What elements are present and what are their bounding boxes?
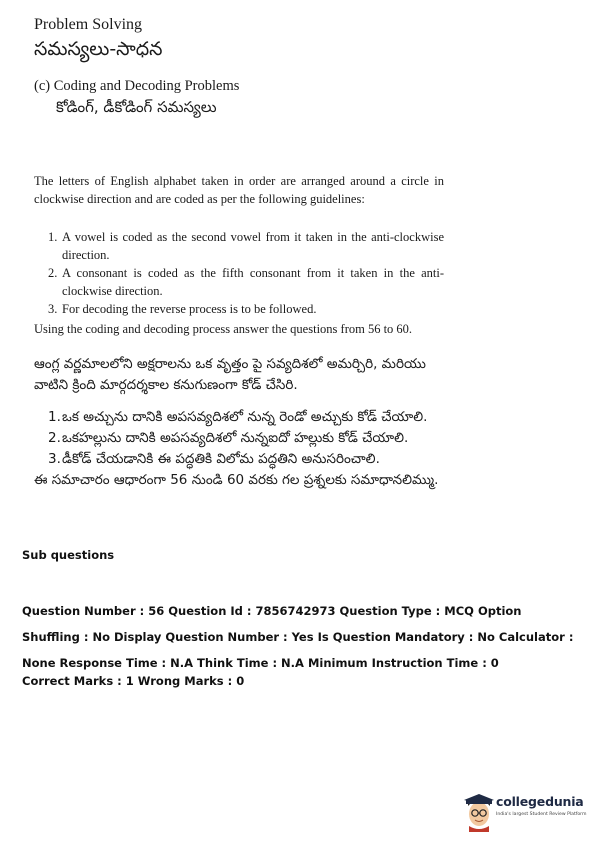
english-rules-list — [34, 228, 444, 318]
question-meta: Question Number : 56 Question Id : 7856742973 Question Type : MCQ Option Shuffling : No Display Question Number : Yes Is Question Mandatory : No Calculator : None Response Time : N.A Think Time : N.A Minimum Instruction Time : 0 — [22, 604, 574, 670]
question-marks: Correct Marks : 1 Wrong Marks : 0 — [22, 674, 245, 688]
section-title-telugu: కోడింగ్, డీకోడింగ్ సమస్యలు — [56, 98, 217, 116]
list-item: 3. డీకోడ్ చేయడానికి ఈ పద్ధతికి విలోమ పద్ధతిని అనుసరించాలి. — [48, 451, 380, 467]
mascot-icon — [464, 794, 494, 832]
english-intro: The letters of English alphabet taken in order are arranged around a circle in clockwise direction and are coded as per the following guidelines: — [34, 174, 444, 206]
sub-questions-heading: Sub questions — [22, 548, 115, 562]
list-item: 1. ఒక అచ్చును దానికి అపసవ్యదిశలో నున్న రెండో అచ్చుకు కోడ్ చేయాలి. — [48, 409, 428, 425]
page-title: Problem Solving — [34, 16, 143, 33]
section-title: (c) Coding and Decoding Problems — [34, 78, 240, 94]
brand-tagline: India's largest Student Review Platform — [496, 812, 587, 817]
telugu-intro: ఆంగ్ల వర్ణమాలలోని అక్షరాలను ఒక వృత్తం పై సవ్యదిశలో అమర్చిరి, మరియు వాటిని క్రింది మార్గదర్శకాల కనుగుణంగా కోడ్ చేసిరి. — [34, 356, 426, 393]
list-item: 3. For decoding the reverse process is to be followed. — [48, 302, 317, 316]
list-item: 2. A consonant is coded as the fifth consonant from it taken in the anti-clockwise direction. — [48, 266, 444, 298]
page-title-telugu: సమస్యలు-సాధన — [34, 38, 163, 60]
telugu-rules-list — [34, 407, 444, 470]
telugu-instruction: ఈ సమాచారం ఆధారంగా 56 నుండి 60 వరకు గల ప్రశ్నలకు సమాధానలిమ్ము. — [34, 472, 439, 488]
list-item: 2. ఒకహల్లును దానికి అపసవ్యదిశలో నున్నఐదో హల్లుకు కోడ్ చేయాలి. — [48, 430, 409, 446]
brand-name: collegedunia — [496, 794, 584, 809]
list-item: 1. A vowel is coded as the second vowel from it taken in the anti-clockwise direction. — [48, 230, 444, 262]
english-instruction: Using the coding and decoding process answer the questions from 56 to 60. — [34, 322, 413, 336]
